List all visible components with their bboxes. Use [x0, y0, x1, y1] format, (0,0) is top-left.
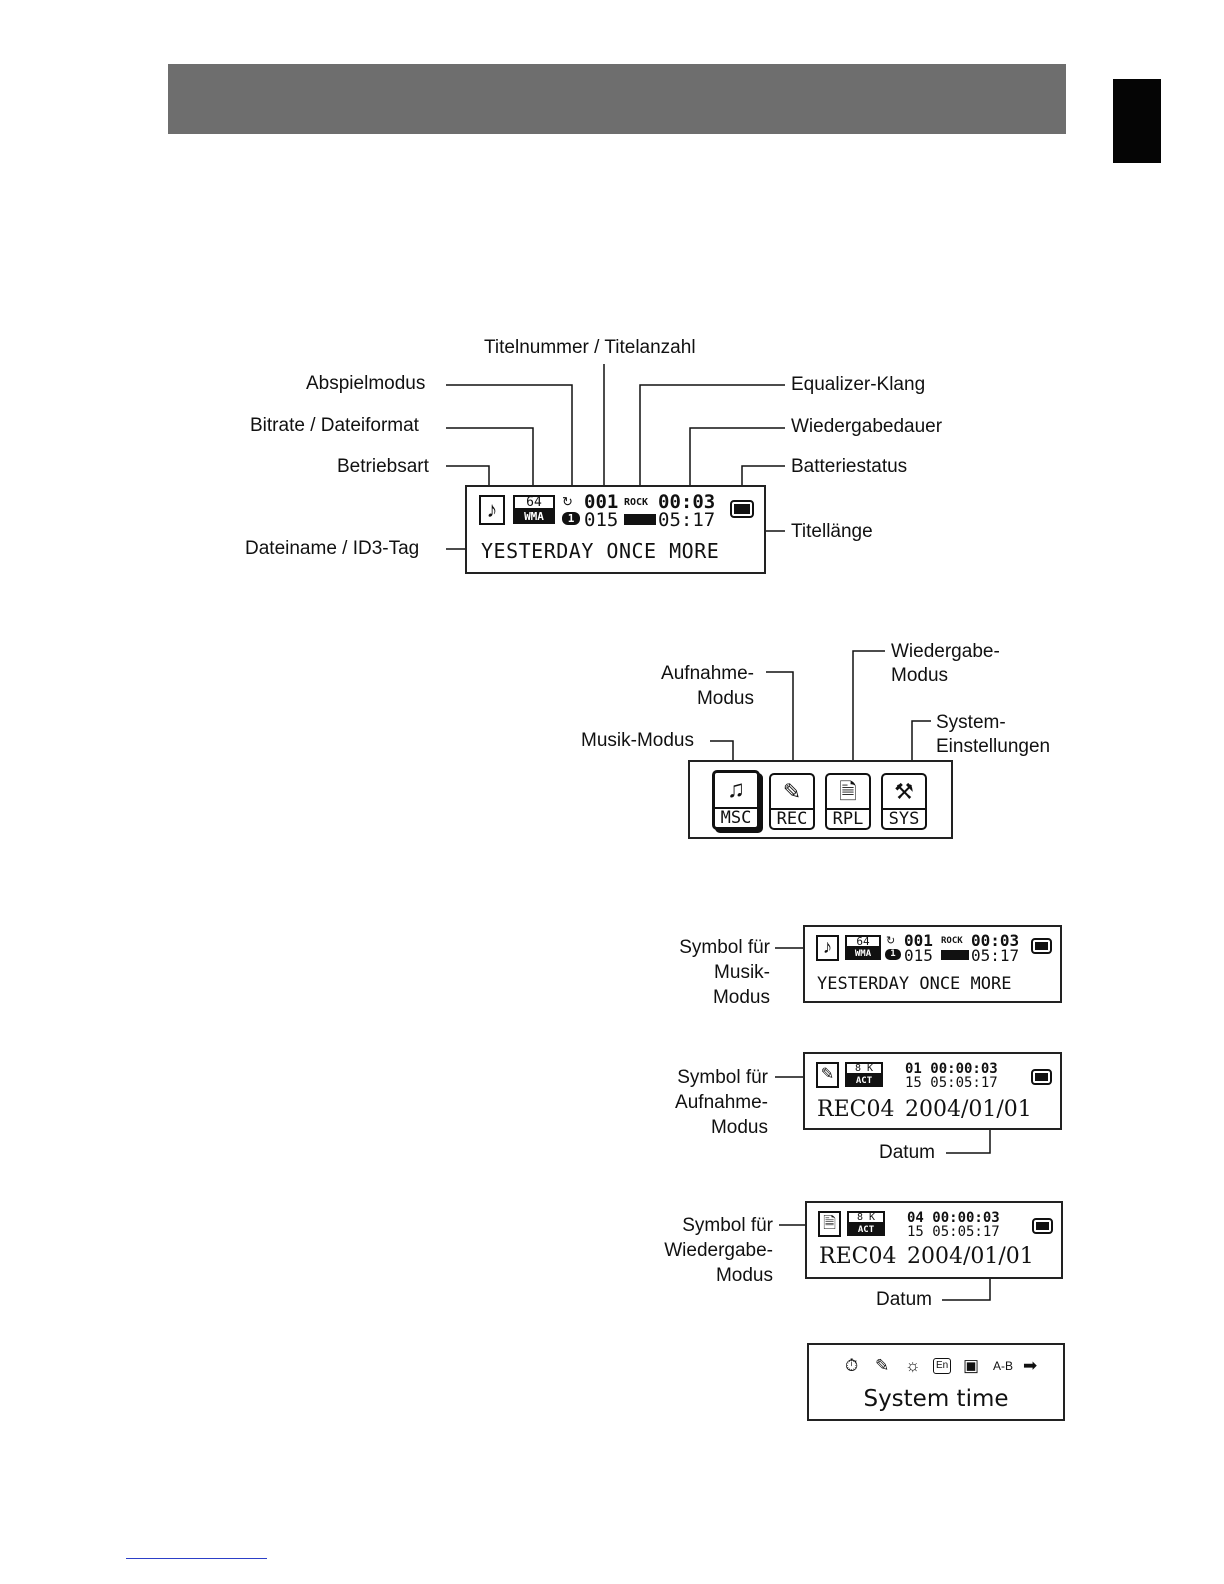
eq-bars-icon — [941, 950, 969, 960]
lcd-diagram-overview — [0, 0, 1224, 600]
record-line2: 15 05:05:17 — [905, 1075, 998, 1091]
label-wiedergabe-line3: Modus — [715, 1265, 773, 1286]
menu-callout-lines — [0, 600, 1224, 860]
microphone-icon[interactable]: ✎ — [875, 1356, 890, 1375]
eq-value: ROCK — [624, 497, 649, 508]
rate-block — [847, 1211, 885, 1237]
label-batteriestatus: Batteriestatus — [791, 456, 908, 477]
ab-repeat-icon[interactable]: A-B — [993, 1359, 1014, 1373]
bitrate-value: 64 — [513, 495, 555, 510]
label-wiedergabe-line2: Modus — [891, 665, 949, 686]
track-total: 015 — [904, 946, 933, 965]
label-betriebsart: Betriebsart — [337, 456, 429, 477]
record-line1: 01 00:00:03 — [905, 1061, 998, 1077]
playback-mode: ACT — [847, 1224, 885, 1236]
system-icon-row — [845, 1355, 1045, 1377]
label-abspielmodus: Abspielmodus — [306, 373, 426, 394]
light-bulb-icon[interactable]: ☼ — [905, 1356, 921, 1375]
system-settings-screen — [807, 1343, 1065, 1421]
format-value: WMA — [845, 948, 881, 960]
label-wiedergabe-line1: Symbol für — [682, 1215, 773, 1236]
repeat-number: 1 — [562, 512, 580, 525]
microphone-icon: ✎ — [816, 1062, 839, 1088]
playback-line2: 15 05:05:17 — [907, 1224, 1000, 1240]
battery-icon — [730, 500, 754, 518]
filename-text: YESTERDAY ONCE MORE — [481, 539, 720, 563]
replay-document-icon: 🗎 — [818, 1211, 841, 1237]
playback-date: 2004/01/01 — [907, 1244, 1034, 1269]
label-musik-line2: Musik- — [714, 962, 770, 983]
language-icon[interactable]: En — [933, 1358, 951, 1374]
label-titelnummer: Titelnummer / Titelanzahl — [484, 337, 696, 358]
menu-label-rec: REC — [771, 808, 813, 828]
disk-icon[interactable]: ▣ — [963, 1356, 980, 1375]
record-lcd-screen — [803, 1052, 1062, 1130]
elapsed-time: 00:03 — [658, 491, 716, 513]
eq-value: ROCK — [941, 936, 963, 946]
music-note-icon: ♪ — [479, 495, 505, 525]
footer-rule — [126, 1558, 267, 1559]
label-datum: Datum — [879, 1142, 935, 1163]
track-number: 001 — [904, 931, 933, 950]
menu-item-rpl[interactable] — [825, 773, 871, 830]
menu-label-msc: MSC — [715, 807, 757, 827]
record-mode-diagram — [0, 1045, 1224, 1170]
exit-icon[interactable]: ➡ — [1023, 1356, 1038, 1375]
track-total: 015 — [584, 509, 619, 531]
system-time-caption: System time — [863, 1386, 1009, 1412]
label-titellaenge: Titellänge — [791, 521, 873, 542]
tools-icon: ⚒ — [894, 779, 914, 804]
record-filename: REC04 — [817, 1097, 895, 1122]
record-mode: ACT — [845, 1075, 883, 1087]
label-system-line2: Einstellungen — [936, 736, 1051, 757]
menu-item-sys[interactable] — [881, 773, 927, 830]
elapsed-time: 00:03 — [971, 931, 1020, 950]
label-dateiname: Dateiname / ID3-Tag — [245, 538, 420, 559]
playback-filename: REC04 — [819, 1244, 897, 1269]
replay-document-icon: 🗎 — [839, 779, 857, 804]
sample-rate: 8 K — [847, 1211, 885, 1224]
label-musik-modus: Musik-Modus — [581, 730, 694, 751]
repeat-icon: ↻ — [562, 494, 573, 509]
menu-label-rpl: RPL — [827, 808, 869, 828]
label-wiedergabe-line1: Wiedergabe- — [891, 641, 1000, 662]
bitrate-value: 64 — [845, 935, 881, 948]
playback-mode-diagram — [0, 1192, 1224, 1317]
repeat-number: 1 — [885, 949, 901, 960]
bitrate-format-block — [845, 935, 881, 961]
label-musik-line3: Modus — [712, 987, 770, 1008]
rate-block — [845, 1062, 883, 1088]
microphone-icon: ✎ — [782, 779, 802, 804]
sample-rate: 8 K — [845, 1062, 883, 1075]
label-aufnahme-line2: Modus — [696, 688, 754, 709]
eq-bars-icon — [624, 514, 656, 525]
filename-text: YESTERDAY ONCE MORE — [817, 974, 1012, 994]
label-system-line1: System- — [936, 712, 1006, 733]
label-aufnahme-line1: Aufnahme- — [661, 663, 754, 684]
format-value: WMA — [513, 510, 555, 524]
lcd-screen — [465, 485, 766, 574]
playback-lcd-screen — [805, 1201, 1063, 1279]
battery-icon — [1031, 938, 1052, 954]
menu-item-rec[interactable] — [769, 773, 815, 830]
label-aufnahme-line3: Modus — [710, 1117, 768, 1138]
repeat-icon: ↻ — [886, 935, 896, 947]
label-wiedergabe-line2: Wiedergabe- — [664, 1240, 773, 1261]
label-equalizer: Equalizer-Klang — [791, 374, 926, 395]
track-length: 05:17 — [971, 946, 1020, 965]
track-length: 05:17 — [658, 509, 716, 531]
music-mode-diagram — [0, 920, 1224, 1020]
track-number: 001 — [584, 491, 619, 513]
label-aufnahme-line1: Symbol für — [677, 1067, 768, 1088]
battery-icon — [1031, 1069, 1052, 1085]
record-date: 2004/01/01 — [905, 1097, 1032, 1122]
label-bitrate: Bitrate / Dateiformat — [250, 415, 419, 436]
clock-icon[interactable]: ⏱ — [845, 1356, 859, 1375]
music-lcd-screen — [803, 925, 1062, 1003]
label-musik-line1: Symbol für — [679, 937, 770, 958]
label-aufnahme-line2: Aufnahme- — [675, 1092, 768, 1113]
menu-screen — [688, 760, 953, 839]
label-wiedergabedauer: Wiedergabedauer — [791, 416, 943, 437]
bitrate-format-block — [513, 495, 555, 525]
battery-icon — [1032, 1218, 1053, 1234]
music-note-icon: ♪ — [816, 935, 839, 961]
playback-line1: 04 00:00:03 — [907, 1210, 1000, 1226]
label-datum: Datum — [876, 1289, 932, 1310]
music-notes-icon: ♫ — [727, 776, 745, 803]
menu-item-msc[interactable] — [712, 770, 760, 830]
menu-label-sys: SYS — [883, 808, 925, 828]
main-menu-diagram — [0, 600, 1224, 860]
